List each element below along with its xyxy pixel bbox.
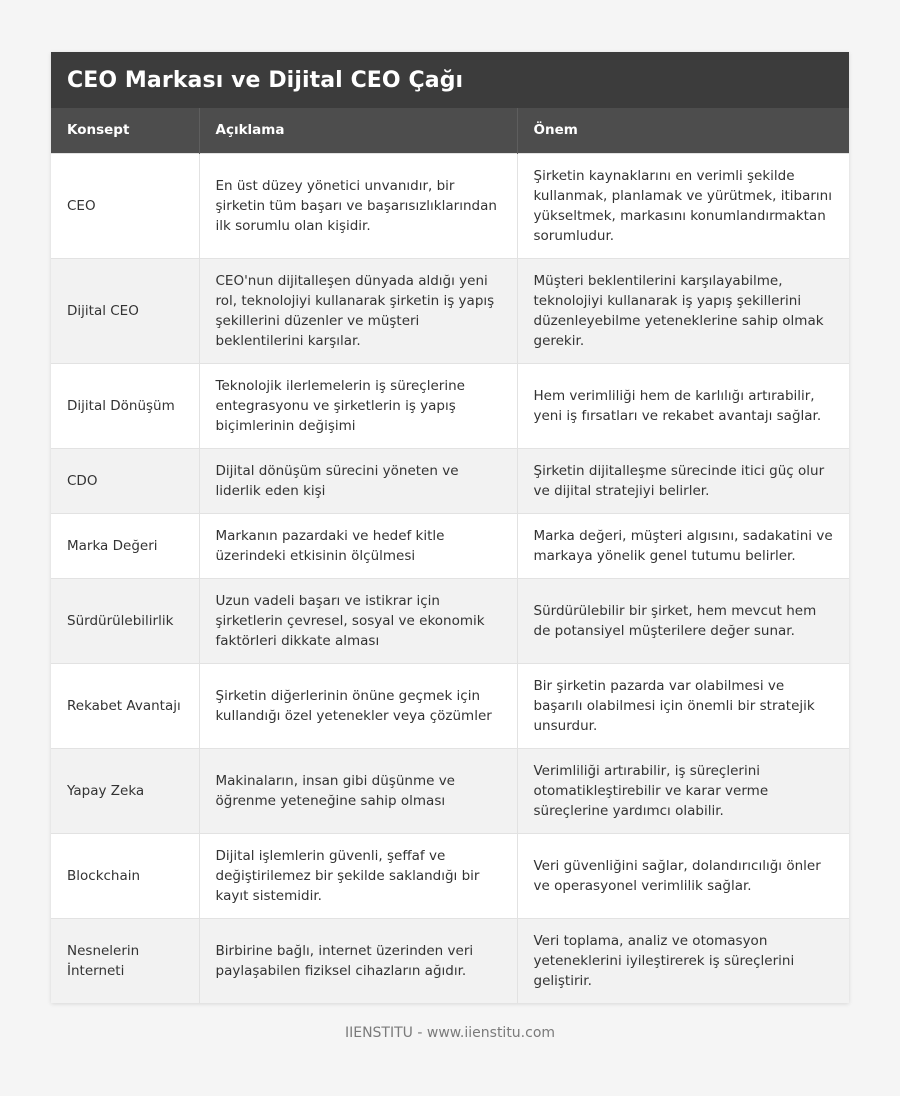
table-row	[51, 513, 849, 578]
cell-description: Uzun vadeli başarı ve istikrar için şirketlerin çevresel, sosyal ve ekonomik faktörleri dikkate alması	[199, 578, 517, 663]
cell-description: Birbirine bağlı, internet üzerinden veri paylaşabilen fiziksel cihazların ağıdır.	[199, 918, 517, 1003]
table-row	[51, 748, 849, 833]
cell-concept: Yapay Zeka	[51, 748, 199, 833]
cell-concept: Sürdürülebilirlik	[51, 578, 199, 663]
cell-concept: CEO	[51, 153, 199, 258]
table-row	[51, 153, 849, 258]
table-row	[51, 363, 849, 448]
cell-concept: Nesnelerin İnterneti	[51, 918, 199, 1003]
table-row	[51, 833, 849, 918]
cell-concept: Rekabet Avantajı	[51, 663, 199, 748]
table-row	[51, 663, 849, 748]
cell-description: Dijital dönüşüm sürecini yöneten ve liderlik eden kişi	[199, 448, 517, 513]
title-bar	[51, 52, 849, 108]
cell-description: Markanın pazardaki ve hedef kitle üzerindeki etkisinin ölçülmesi	[199, 513, 517, 578]
cell-concept: Dijital Dönüşüm	[51, 363, 199, 448]
cell-importance: Bir şirketin pazarda var olabilmesi ve başarılı olabilmesi için önemli bir stratejik unsurdur.	[517, 663, 849, 748]
table-card	[51, 52, 849, 1003]
cell-description: Makinaların, insan gibi düşünme ve öğrenme yeteneğine sahip olması	[199, 748, 517, 833]
table-row	[51, 578, 849, 663]
cell-concept: Dijital CEO	[51, 258, 199, 363]
cell-description: En üst düzey yönetici unvanıdır, bir şirketin tüm başarı ve başarısızlıklarından ilk sorumlu olan kişidir.	[199, 153, 517, 258]
footer-text: IIENSTITU - www.iienstitu.com	[344, 1025, 556, 1041]
cell-importance: Marka değeri, müşteri algısını, sadakatini ve markaya yönelik genel tutumu belirler.	[517, 513, 849, 578]
column-header-aciklama: Açıklama	[199, 108, 517, 153]
cell-concept: CDO	[51, 448, 199, 513]
table-header-row	[51, 108, 849, 153]
column-header-konsept: Konsept	[51, 108, 199, 153]
column-header-onem: Önem	[517, 108, 849, 153]
concept-table	[51, 108, 849, 1003]
cell-description: Dijital işlemlerin güvenli, şeffaf ve değiştirilemez bir şekilde saklandığı bir kayıt sistemidir.	[199, 833, 517, 918]
cell-description: CEO'nun dijitalleşen dünyada aldığı yeni rol, teknolojiyi kullanarak şirketin iş yapış şekillerini düzenler ve müşteri beklentilerini karşılar.	[199, 258, 517, 363]
table-row	[51, 448, 849, 513]
cell-concept: Blockchain	[51, 833, 199, 918]
cell-description: Teknolojik ilerlemelerin iş süreçlerine entegrasyonu ve şirketlerin iş yapış biçimlerinin değişimi	[199, 363, 517, 448]
cell-importance: Hem verimliliği hem de karlılığı artırabilir, yeni iş fırsatları ve rekabet avantajı sağlar.	[517, 363, 849, 448]
page-title: CEO Markası ve Dijital CEO Çağı	[67, 67, 464, 93]
cell-importance: Verimliliği artırabilir, iş süreçlerini otomatikleştirebilir ve karar verme süreçlerine yardımcı olabilir.	[517, 748, 849, 833]
cell-importance: Şirketin dijitalleşme sürecinde itici güç olur ve dijital stratejiyi belirler.	[517, 448, 849, 513]
cell-concept: Marka Değeri	[51, 513, 199, 578]
cell-importance: Veri güvenliğini sağlar, dolandırıcılığı önler ve operasyonel verimlilik sağlar.	[517, 833, 849, 918]
cell-importance: Şirketin kaynaklarını en verimli şekilde kullanmak, planlamak ve yürütmek, itibarını yükseltmek, markasını konumlandırmaktan sorumludur.	[517, 153, 849, 258]
cell-description: Şirketin diğerlerinin önüne geçmek için kullandığı özel yetenekler veya çözümler	[199, 663, 517, 748]
cell-importance: Müşteri beklentilerini karşılayabilme, teknolojiyi kullanarak iş yapış şekillerini düzenleyebilme yeteneklerine sahip olmak gerekir.	[517, 258, 849, 363]
table-row	[51, 918, 849, 1003]
table-row	[51, 258, 849, 363]
cell-importance: Sürdürülebilir bir şirket, hem mevcut hem de potansiyel müşterilere değer sunar.	[517, 578, 849, 663]
cell-importance: Veri toplama, analiz ve otomasyon yeteneklerini iyileştirerek iş süreçlerini geliştirir.	[517, 918, 849, 1003]
